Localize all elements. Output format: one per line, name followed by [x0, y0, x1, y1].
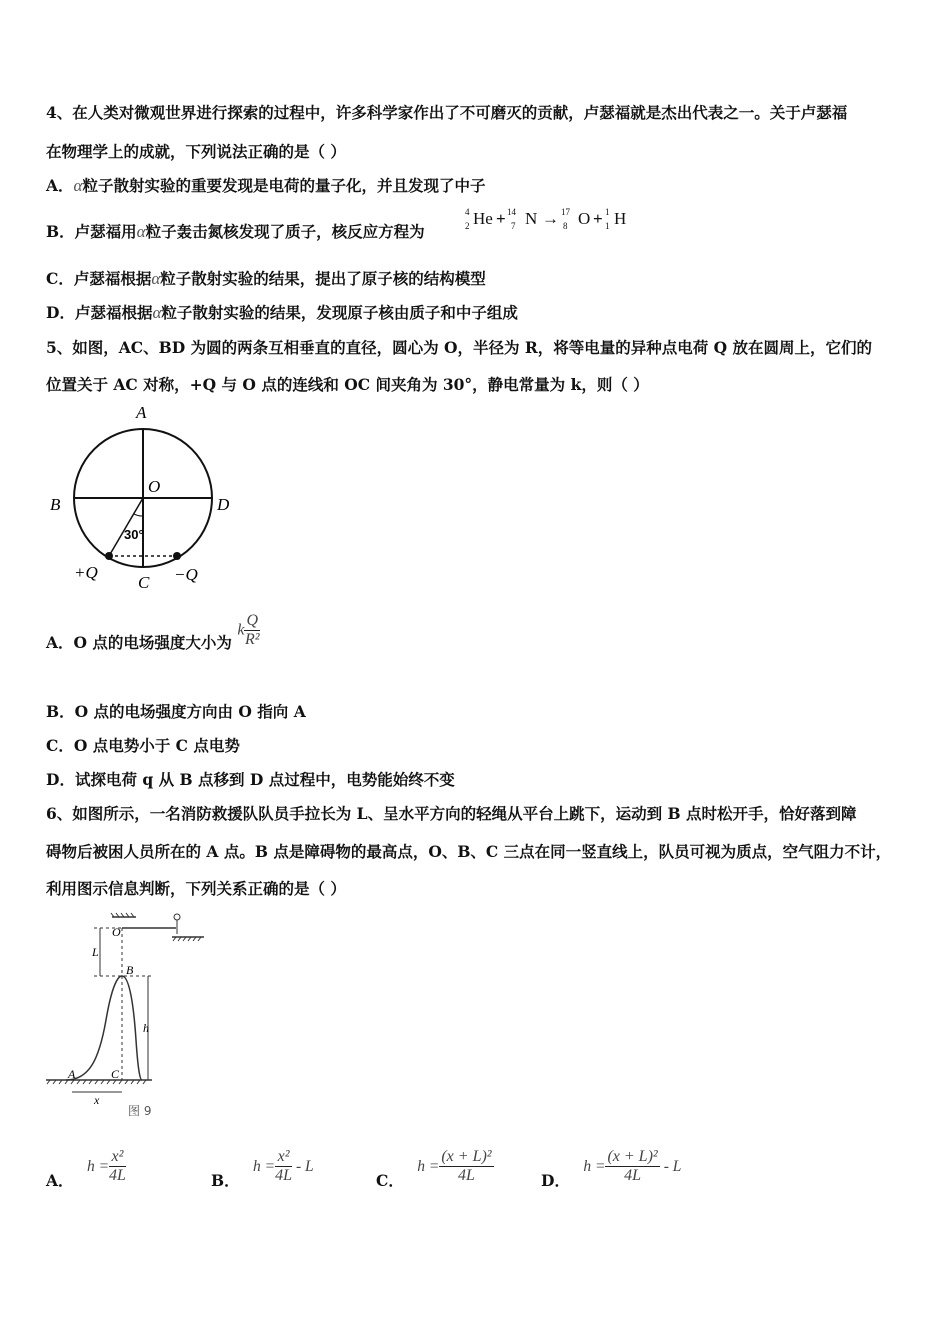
q6-option-c	[376, 1148, 494, 1190]
q5-option-c	[46, 734, 240, 756]
nuclear-reaction-equation	[462, 205, 652, 239]
label-l: L	[92, 945, 99, 959]
equation-lhs: h =	[417, 1157, 440, 1175]
denominator: 4L	[109, 1167, 126, 1184]
q4-option-a	[46, 174, 485, 196]
fraction	[605, 1148, 659, 1185]
label-x: x	[94, 1093, 100, 1107]
q4-stem-line2: 在物理学上的成就，下列说法正确的是（ ）	[46, 142, 346, 161]
o-mass: 17	[561, 207, 570, 217]
option-label: B．	[211, 1170, 240, 1190]
label-minus-q: −Q	[174, 565, 198, 584]
q6-option-b	[211, 1148, 314, 1190]
q5-stem-line1: 5、如图，AC、BD 为圆的两条互相垂直的直径，圆心为 O，半径为 R，将等电量的异种点电荷 Q 放在圆周上，它们的	[46, 338, 873, 357]
label-b: B	[126, 963, 134, 977]
label-c: C	[138, 573, 150, 592]
option-label: D．	[46, 770, 75, 789]
denominator: 4L	[458, 1167, 475, 1184]
label-o: O	[112, 925, 121, 939]
q5-option-b	[46, 700, 306, 722]
label-h: h	[143, 1021, 149, 1035]
label-a: A	[136, 403, 147, 422]
plus-sign: +	[496, 209, 506, 228]
equation-tail: - L	[663, 1157, 682, 1175]
n-charge: 7	[511, 221, 516, 231]
q4-option-c	[46, 267, 486, 289]
he-symbol: He	[473, 209, 493, 228]
fraction	[439, 1148, 493, 1185]
n-symbol: N	[525, 209, 538, 228]
option-text: 卢瑟福用	[74, 222, 137, 241]
h-symbol: H	[614, 209, 627, 228]
label-d: D	[217, 495, 230, 514]
option-label: C．	[46, 269, 74, 288]
option-label: A．	[46, 632, 74, 652]
option-text: 粒子散射实验的结果，发现原子核由质子和中子组成	[161, 303, 518, 322]
denominator: 4L	[275, 1167, 293, 1184]
equation-lhs: h =	[583, 1157, 606, 1175]
h-mass: 1	[605, 207, 610, 217]
o-charge: 8	[563, 221, 568, 231]
q4-stem-line1: 4、在人类对微观世界进行探索的过程中，许多科学家作出了不可磨灭的贡献，卢瑟福就是杰出代表之一。关于卢瑟福	[46, 103, 848, 122]
numerator: x²	[109, 1148, 126, 1167]
fraction	[109, 1148, 126, 1185]
option-label: D．	[541, 1170, 570, 1190]
he-charge: 2	[465, 221, 470, 231]
q6-stem-line1: 6、如图所示，一名消防救援队队员手拉长为 L、呈水平方向的轻绳从平台上跳下，运动到 B 点时松开手，恰好落到障	[46, 804, 857, 823]
option-text: 试探电荷 q 从 B 点移到 D 点过程中，电势能始终不变	[74, 770, 455, 789]
label-b: B	[50, 495, 61, 514]
q4-option-b	[46, 220, 425, 242]
constant-k: k	[237, 621, 245, 639]
option-text: 粒子散射实验的重要发现是电荷的量子化，并且发现了中子	[82, 176, 486, 195]
alpha-symbol: α	[152, 303, 162, 322]
option-label: C．	[376, 1170, 404, 1190]
figure-caption: 图 9	[128, 1104, 152, 1118]
plus-q-charge	[105, 552, 113, 560]
option-label: B．	[46, 702, 75, 721]
option-label: C．	[46, 736, 74, 755]
denominator: 4L	[624, 1167, 642, 1184]
option-label: D．	[46, 303, 75, 322]
numerator: x²	[275, 1148, 292, 1167]
option-text: 卢瑟福根据	[73, 269, 152, 288]
arrow: →	[542, 209, 559, 228]
equation-lhs: h =	[253, 1157, 276, 1175]
fraction-q-over-r2	[244, 612, 260, 649]
n-mass: 14	[507, 207, 516, 217]
option-text: 卢瑟福根据	[74, 303, 153, 322]
alpha-symbol: α	[136, 222, 146, 241]
q4-option-d	[46, 301, 518, 323]
person-head	[174, 914, 180, 920]
q6-option-a	[46, 1148, 126, 1190]
alpha-symbol: α	[73, 176, 83, 195]
option-text: 粒子轰击氮核发现了质子，核反应方程为	[145, 222, 425, 241]
circle-diagram	[44, 398, 244, 592]
label-c: C	[111, 1067, 120, 1081]
plus-sign: +	[593, 209, 603, 228]
option-label: A．	[46, 176, 74, 195]
numerator: (x + L)²	[607, 1148, 658, 1165]
he-mass: 4	[465, 207, 470, 217]
alpha-symbol: α	[151, 269, 161, 288]
option-text: O 点的电场强度方向由 O 指向 A	[74, 702, 306, 721]
option-label: A．	[46, 1170, 74, 1190]
minus-q-charge	[173, 552, 181, 560]
obstacle-curve	[66, 976, 142, 1080]
equation-lhs: h =	[86, 1157, 110, 1175]
equation-tail: - L	[296, 1157, 314, 1175]
option-text: O 点电势小于 C 点电势	[73, 736, 240, 755]
angle-arc	[134, 514, 143, 516]
fraction	[275, 1148, 292, 1185]
rescue-diagram	[44, 910, 214, 1125]
q5-stem-line2: 位置关于 AC 对称，+Q 与 O 点的连线和 OC 间夹角为 30°，静电常量为 k，则（ ）	[46, 375, 649, 394]
q5-option-a	[46, 612, 260, 652]
numerator: (x + L)²	[441, 1148, 492, 1165]
label-plus-q: +Q	[74, 563, 98, 582]
h-charge: 1	[605, 221, 610, 231]
q6-option-d	[541, 1148, 682, 1190]
q6-stem-line2: 碍物后被困人员所在的 A 点。B 点是障碍物的最高点，O、B、C 三点在同一竖直线上，队员可视为质点，空气阻力不计，	[46, 842, 892, 861]
q5-option-d	[46, 768, 455, 790]
numerator: Q	[246, 612, 259, 629]
label-o: O	[148, 477, 161, 496]
option-label: B．	[46, 222, 75, 241]
option-text: O 点的电场强度大小为	[73, 632, 232, 652]
o-symbol: O	[578, 209, 591, 228]
q6-stem-line3: 利用图示信息判断，下列关系正确的是（ ）	[46, 879, 346, 898]
angle-label: 30°	[124, 527, 144, 542]
denominator: R²	[244, 631, 260, 648]
option-text: 粒子散射实验的结果，提出了原子核的结构模型	[160, 269, 486, 288]
label-a: A	[68, 1067, 76, 1081]
